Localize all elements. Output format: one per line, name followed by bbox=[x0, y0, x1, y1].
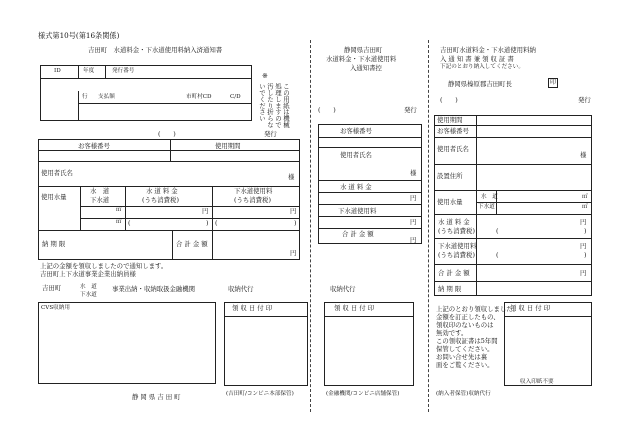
p2-sama: 様 bbox=[410, 169, 417, 177]
footer-town: 静 岡 県 吉 田 町 bbox=[132, 393, 181, 401]
p3-total: 合 計 金 額 bbox=[438, 269, 470, 277]
p3-customer-no: お客様番号 bbox=[437, 127, 469, 135]
p2-issue-parens: ( ) bbox=[318, 106, 336, 114]
p1-water-fee: 水 道 料 金 bbox=[146, 187, 178, 195]
p3-water-fee: 水 道 料 金 bbox=[438, 218, 470, 226]
p3-notice-3: 無効です。 bbox=[436, 329, 468, 337]
id-label: ID bbox=[54, 68, 61, 74]
p1-user-name: 使用者氏名 bbox=[41, 169, 73, 177]
p2-org: 静岡県吉田町 bbox=[344, 46, 383, 54]
p2-yen-b: 円 bbox=[410, 218, 417, 226]
bottom-agency: 事業出納・収納取扱金融機関 bbox=[112, 285, 196, 293]
p1-water: 水 道 bbox=[90, 187, 110, 195]
bottom-water: 水 道 bbox=[80, 284, 97, 290]
p3-notice-1: 金額を訂正したもの、 bbox=[436, 313, 500, 321]
mayor-seal-icon: 印 bbox=[550, 79, 557, 86]
p3-water: 水 道 bbox=[481, 194, 498, 200]
year-label: 年度 bbox=[83, 68, 95, 74]
p1-m3-b: ㎥ bbox=[116, 219, 122, 225]
p3-stamp-label: 領 収 日 付 印 bbox=[510, 304, 551, 312]
p3-yen-b: 円 bbox=[580, 242, 587, 250]
p2-yen-a: 円 bbox=[410, 194, 417, 202]
p1-cparen-a: ) bbox=[206, 219, 209, 227]
bottom-agent2: 収納代行 bbox=[330, 285, 356, 293]
p1-sewer-fee: 下水道使用料 bbox=[234, 187, 273, 195]
p2-issue: 発行 bbox=[404, 106, 417, 114]
row-label: 行 bbox=[82, 94, 88, 100]
p3-total-yen: 円 bbox=[580, 269, 587, 277]
p2-customer-no: お客様番号 bbox=[340, 127, 372, 135]
p1-paren-b: ( bbox=[215, 219, 218, 227]
p3-notice-5: 保管してください。 bbox=[436, 345, 494, 353]
p3-notice-4: この領収証書は5年間 bbox=[436, 337, 498, 345]
p3-tax2: (うち消費税) bbox=[438, 251, 475, 259]
p3-subtitle: 下記のとおり納入してください。 bbox=[440, 64, 524, 70]
p3-notice-7: 面をご覧ください。 bbox=[436, 361, 494, 369]
cd-label: C/D bbox=[230, 94, 241, 100]
p3-user-name: 使用者氏名 bbox=[437, 145, 469, 153]
p3-deadline: 納 期 限 bbox=[438, 285, 462, 293]
p3-paren-b: ( bbox=[496, 251, 499, 259]
p3-m3-a: ㎥ bbox=[582, 194, 588, 200]
p1-total: 合 計 金 額 bbox=[176, 240, 208, 248]
note-mark: ※ bbox=[262, 71, 269, 80]
p3-issue: 発行 bbox=[578, 96, 591, 104]
p3-sewer-fee: 下水道使用料 bbox=[438, 242, 477, 250]
p1-sewer: 下水道 bbox=[90, 196, 110, 204]
city-code-label: 市町村CD bbox=[186, 94, 212, 100]
p3-m3-b: ㎥ bbox=[582, 204, 588, 210]
footer-copy1: (吉田町/コンビニ本部保管) bbox=[226, 391, 294, 397]
stamp2-label: 領 収 日 付 印 bbox=[334, 304, 375, 312]
p1-tax2: (うち消費税) bbox=[234, 196, 271, 204]
panel1-machine-box bbox=[40, 65, 252, 121]
p2-title1: 水道料金・下水道使用料 bbox=[326, 55, 397, 63]
p1-deadline: 納 期 限 bbox=[42, 240, 66, 248]
p1-yen-b: 円 bbox=[290, 207, 297, 215]
p2-total-yen: 円 bbox=[410, 236, 417, 244]
panel1-issue-parens: ( ) bbox=[158, 130, 176, 138]
p3-tax: (うち消費税) bbox=[438, 227, 475, 235]
receipt-line2: 吉田町上下水道事業企業出納員様 bbox=[40, 270, 136, 278]
p1-total-yen: 円 bbox=[290, 249, 297, 257]
p3-stamp-box bbox=[504, 302, 592, 386]
form-number: 様式第10号(第16条関係) bbox=[38, 31, 120, 40]
p3-notice-2: 領収印のないものは bbox=[436, 321, 494, 329]
p3-address: 設置住所 bbox=[437, 172, 463, 180]
panel1-issue: 発行 bbox=[264, 130, 277, 138]
pay-amount-label: 支払額 bbox=[98, 94, 115, 100]
p1-usage: 使用水量 bbox=[41, 193, 67, 201]
p1-yen-a: 円 bbox=[202, 207, 209, 215]
p2-water-fee: 水 道 料 金 bbox=[340, 183, 372, 191]
issue-no-label: 発行番号 bbox=[112, 68, 135, 74]
stamp1-label: 領 収 日 付 印 bbox=[232, 304, 273, 312]
no-revenue-stamp: 収入印紙不要 bbox=[520, 379, 554, 385]
machine-note: この用紙は機械処理しますので汚したり折らないでください bbox=[258, 83, 290, 128]
bottom-agent1: 収納代行 bbox=[228, 285, 254, 293]
p3-period: 使用期間 bbox=[437, 116, 463, 124]
p3-usage: 使用水量 bbox=[437, 198, 463, 206]
p3-cparen-a: ) bbox=[584, 227, 587, 235]
stamp-box-2 bbox=[324, 302, 414, 386]
bottom-sewer: 下水道 bbox=[80, 292, 97, 298]
panel1-title: 吉田町 水道料金・下水道使用料納入済通知書 bbox=[88, 46, 223, 54]
p1-paren-a: ( bbox=[128, 219, 131, 227]
p2-sewer-fee: 下水道使用料 bbox=[338, 207, 377, 215]
footer-copy3: (納入者保管)収納代行 bbox=[436, 391, 491, 397]
p1-sama: 様 bbox=[288, 173, 295, 181]
p1-customer-no: お客様番号 bbox=[78, 142, 110, 150]
p3-addressee: 静岡県榛原郡吉田町長 bbox=[448, 80, 512, 88]
p2-total: 合 計 金 額 bbox=[342, 230, 374, 238]
p2-title2: 入通知書控 bbox=[350, 64, 382, 72]
cvs-box bbox=[38, 302, 216, 384]
p1-cparen-b: ) bbox=[294, 219, 297, 227]
p3-yen-a: 円 bbox=[580, 218, 587, 226]
footer-copy2: (金融機関/コンビニ店舗保管) bbox=[326, 391, 400, 397]
p2-user-name: 使用者氏名 bbox=[340, 151, 372, 159]
p1-tax1: (うち消費税) bbox=[142, 196, 179, 204]
p3-sewer: 下水道 bbox=[478, 204, 495, 210]
p3-paren-a: ( bbox=[496, 227, 499, 235]
bottom-town: 吉田町 bbox=[42, 284, 62, 292]
p1-period: 使用期間 bbox=[215, 142, 241, 150]
p3-title2: 入 通 知 書 兼 領 収 証 書 bbox=[440, 55, 514, 63]
p3-cparen-b: ) bbox=[584, 251, 587, 259]
receipt-line1: 上記の金額を領収しましたので通知します。 bbox=[40, 262, 168, 270]
p3-title1: 吉田町水道料金・下水道使用料納 bbox=[440, 46, 536, 54]
p3-sama: 様 bbox=[580, 151, 587, 159]
p3-notice-6: お問い合せ先は裏 bbox=[436, 353, 488, 361]
cvs-label: CVS収納用 bbox=[41, 305, 70, 311]
stamp-box-1 bbox=[224, 302, 308, 386]
p3-issue-parens: ( ) bbox=[440, 96, 458, 104]
p1-m3-a: ㎥ bbox=[116, 207, 122, 213]
p3-notice-0: 上記のとおり領収しました。 bbox=[436, 305, 520, 313]
